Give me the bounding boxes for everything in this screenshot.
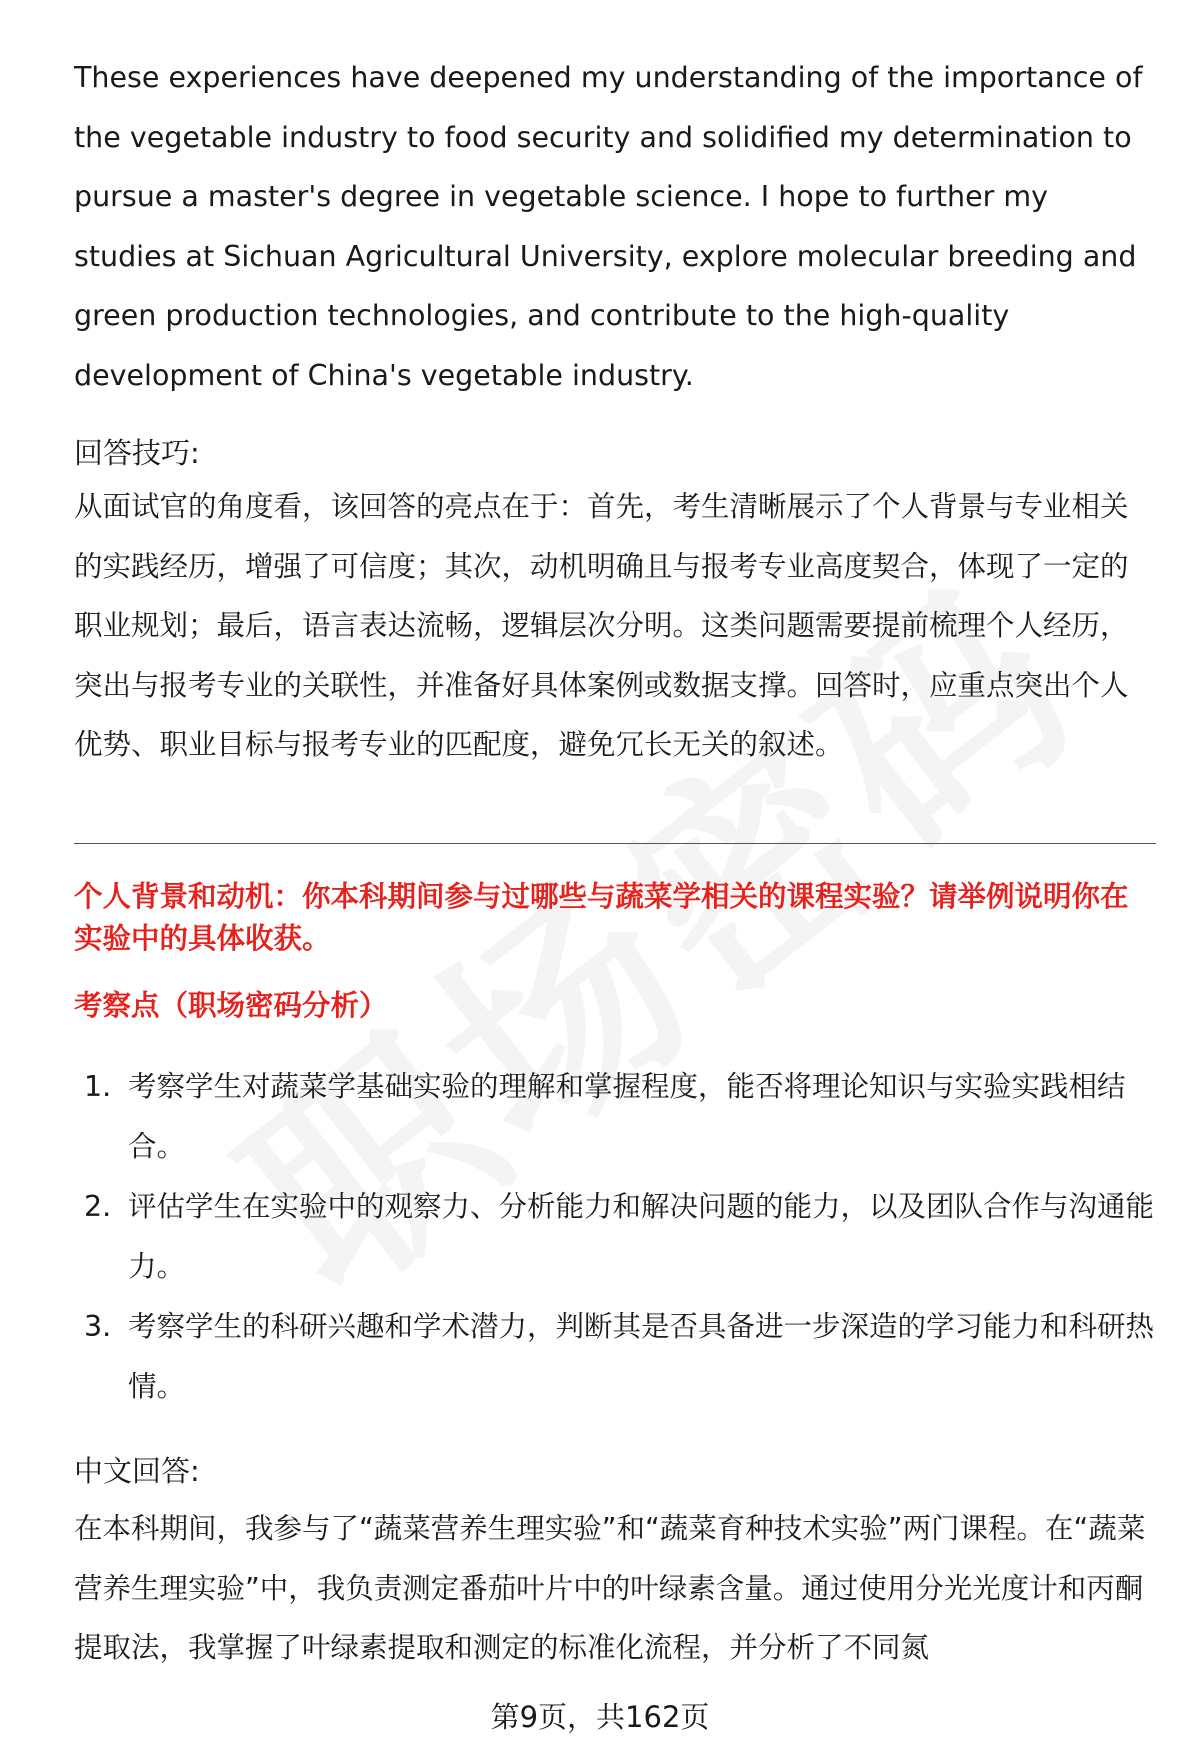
list-item [74, 1057, 1156, 1177]
chinese-answer-paragraph: 在本科期间，我参与了“蔬菜营养生理实验”和“蔬菜育种技术实验”两门课程。在“蔬菜营养生理实验”中，我负责测定番茄叶片中的叶绿素含量。通过使用分光光度计和丙酮提取法，我掌握了叶绿素提取和测定的标准化流程，并分析了不同氮 [74, 1512, 1146, 1664]
page-content [74, 48, 1154, 775]
list-item-number: 3. [84, 1310, 112, 1343]
english-paragraph: These experiences have deepened my understanding of the importance of the vegetable industry to food security and solidified my determination to pursue a master's degree in vegetable science. I hope to further my studies at Sichuan Agricultural University, explore molecular breeding and green production technologies, and contribute to the high-quality development of China's vegetable industry. [74, 61, 1143, 392]
exam-point-list [74, 1057, 1156, 1417]
chinese-answer-section [74, 1451, 1156, 1678]
list-item-text: 考察学生的科研兴趣和学术潜力，判断其是否具备进一步深造的学习能力和科研热情。 [128, 1310, 1155, 1403]
question-heading: 个人背景和动机：你本科期间参与过哪些与蔬菜学相关的课程实验？请举例说明你在实验中的具体收获。 [74, 880, 1129, 955]
list-item [74, 1297, 1156, 1417]
page-number-footer: 第9页，共162页 [490, 1700, 710, 1734]
section-divider [74, 843, 1156, 844]
tips-paragraph: 从面试官的角度看，该回答的亮点在于：首先，考生清晰展示了个人背景与专业相关的实践经历，增强了可信度；其次，动机明确且与报考专业高度契合，体现了一定的职业规划；最后，语言表达流畅，逻辑层次分明。这类问题需要提前梳理个人经历，突出与报考专业的关联性，并准备好具体案例或数据支撑。回答时，应重点突出个人优势、职业目标与报考专业的匹配度，避免冗长无关的叙述。 [74, 490, 1129, 761]
list-item-number: 2. [84, 1190, 112, 1223]
list-item-number: 1. [84, 1070, 112, 1103]
chinese-answer-label: 中文回答: [74, 1454, 200, 1488]
list-item-text: 评估学生在实验中的观察力、分析能力和解决问题的能力，以及团队合作与沟通能力。 [128, 1190, 1155, 1283]
list-item-text: 考察学生对蔬菜学基础实验的理解和掌握程度，能否将理论知识与实验实践相结合。 [128, 1070, 1126, 1163]
tips-label: 回答技巧: [74, 436, 200, 470]
list-item [74, 1177, 1156, 1297]
exam-point-heading: 考察点（职场密码分析） [74, 989, 388, 1022]
